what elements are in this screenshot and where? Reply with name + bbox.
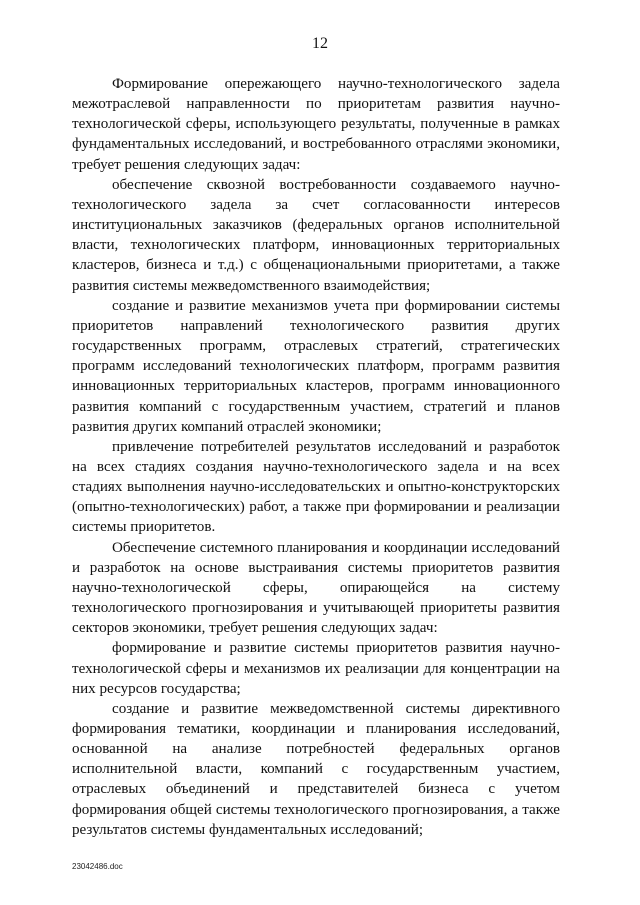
paragraph-1: Формирование опережающего научно-технологического задела межотраслевой направленности по приоритетам развития научно-технологической сферы, использующего результаты, полученные в рамках фундаментальных исследований, и востребованного отраслями экономики, требует решения следующих задач: (72, 76, 560, 173)
paragraph-5: Обеспечение системного планирования и координации исследований и разработок на основе выстраивания системы приоритетов развития научно-технологической сферы, опирающейся на систему технологического прогнозирования и учитывающей приоритеты развития секторов экономики, требует решения следующих задач: (72, 539, 560, 637)
paragraph-7: создание и развитие межведомственной системы директивного формирования тематики, координации и планирования исследований, основанной на анализе потребностей федеральных органов исполнительной власти, компаний с государственным участием, отраслевых объединений и представителей бизнеса с учетом формирования общей системы технологического прогнозирования, а также результатов системы фундаментальных исследований; (72, 700, 560, 838)
paragraph-3: создание и развитие механизмов учета при формировании системы приоритетов направлений технологического развития других государственных программ, отраслевых стратегий, стратегических программ исследований технологических платформ, программ развития инновационных территориальных кластеров, программ инновационного развития компаний с государственным участием, стратегий и планов развития других компаний отраслей экономики; (72, 297, 560, 435)
page-number: 12 (312, 35, 328, 52)
paragraph-6: формирование и развитие системы приоритетов развития научно-технологической сферы и механизмов их реализации для концентрации на них ресурсов государства; (72, 640, 560, 697)
paragraph-2: обеспечение сквозной востребованности создаваемого научно-технологического задела за счет согласованности интересов институциональных заказчиков (федеральных органов исполнительной власти, технологических платформ, инновационных территориальных кластеров, бизнеса и т.д.) с общенациональными приоритетами, а также развития системы межведомственного взаимодействия; (72, 176, 560, 294)
document-body (72, 74, 560, 840)
footer-filename: 23042486.doc (72, 862, 123, 871)
paragraph-4: привлечение потребителей результатов исследований и разработок на всех стадиях создания научно-технологического задела и на всех стадиях выполнения научно-исследовательских и опытно-конструкторских (опытно-технологических) работ, а также при формировании и реализации системы приоритетов. (72, 438, 560, 536)
